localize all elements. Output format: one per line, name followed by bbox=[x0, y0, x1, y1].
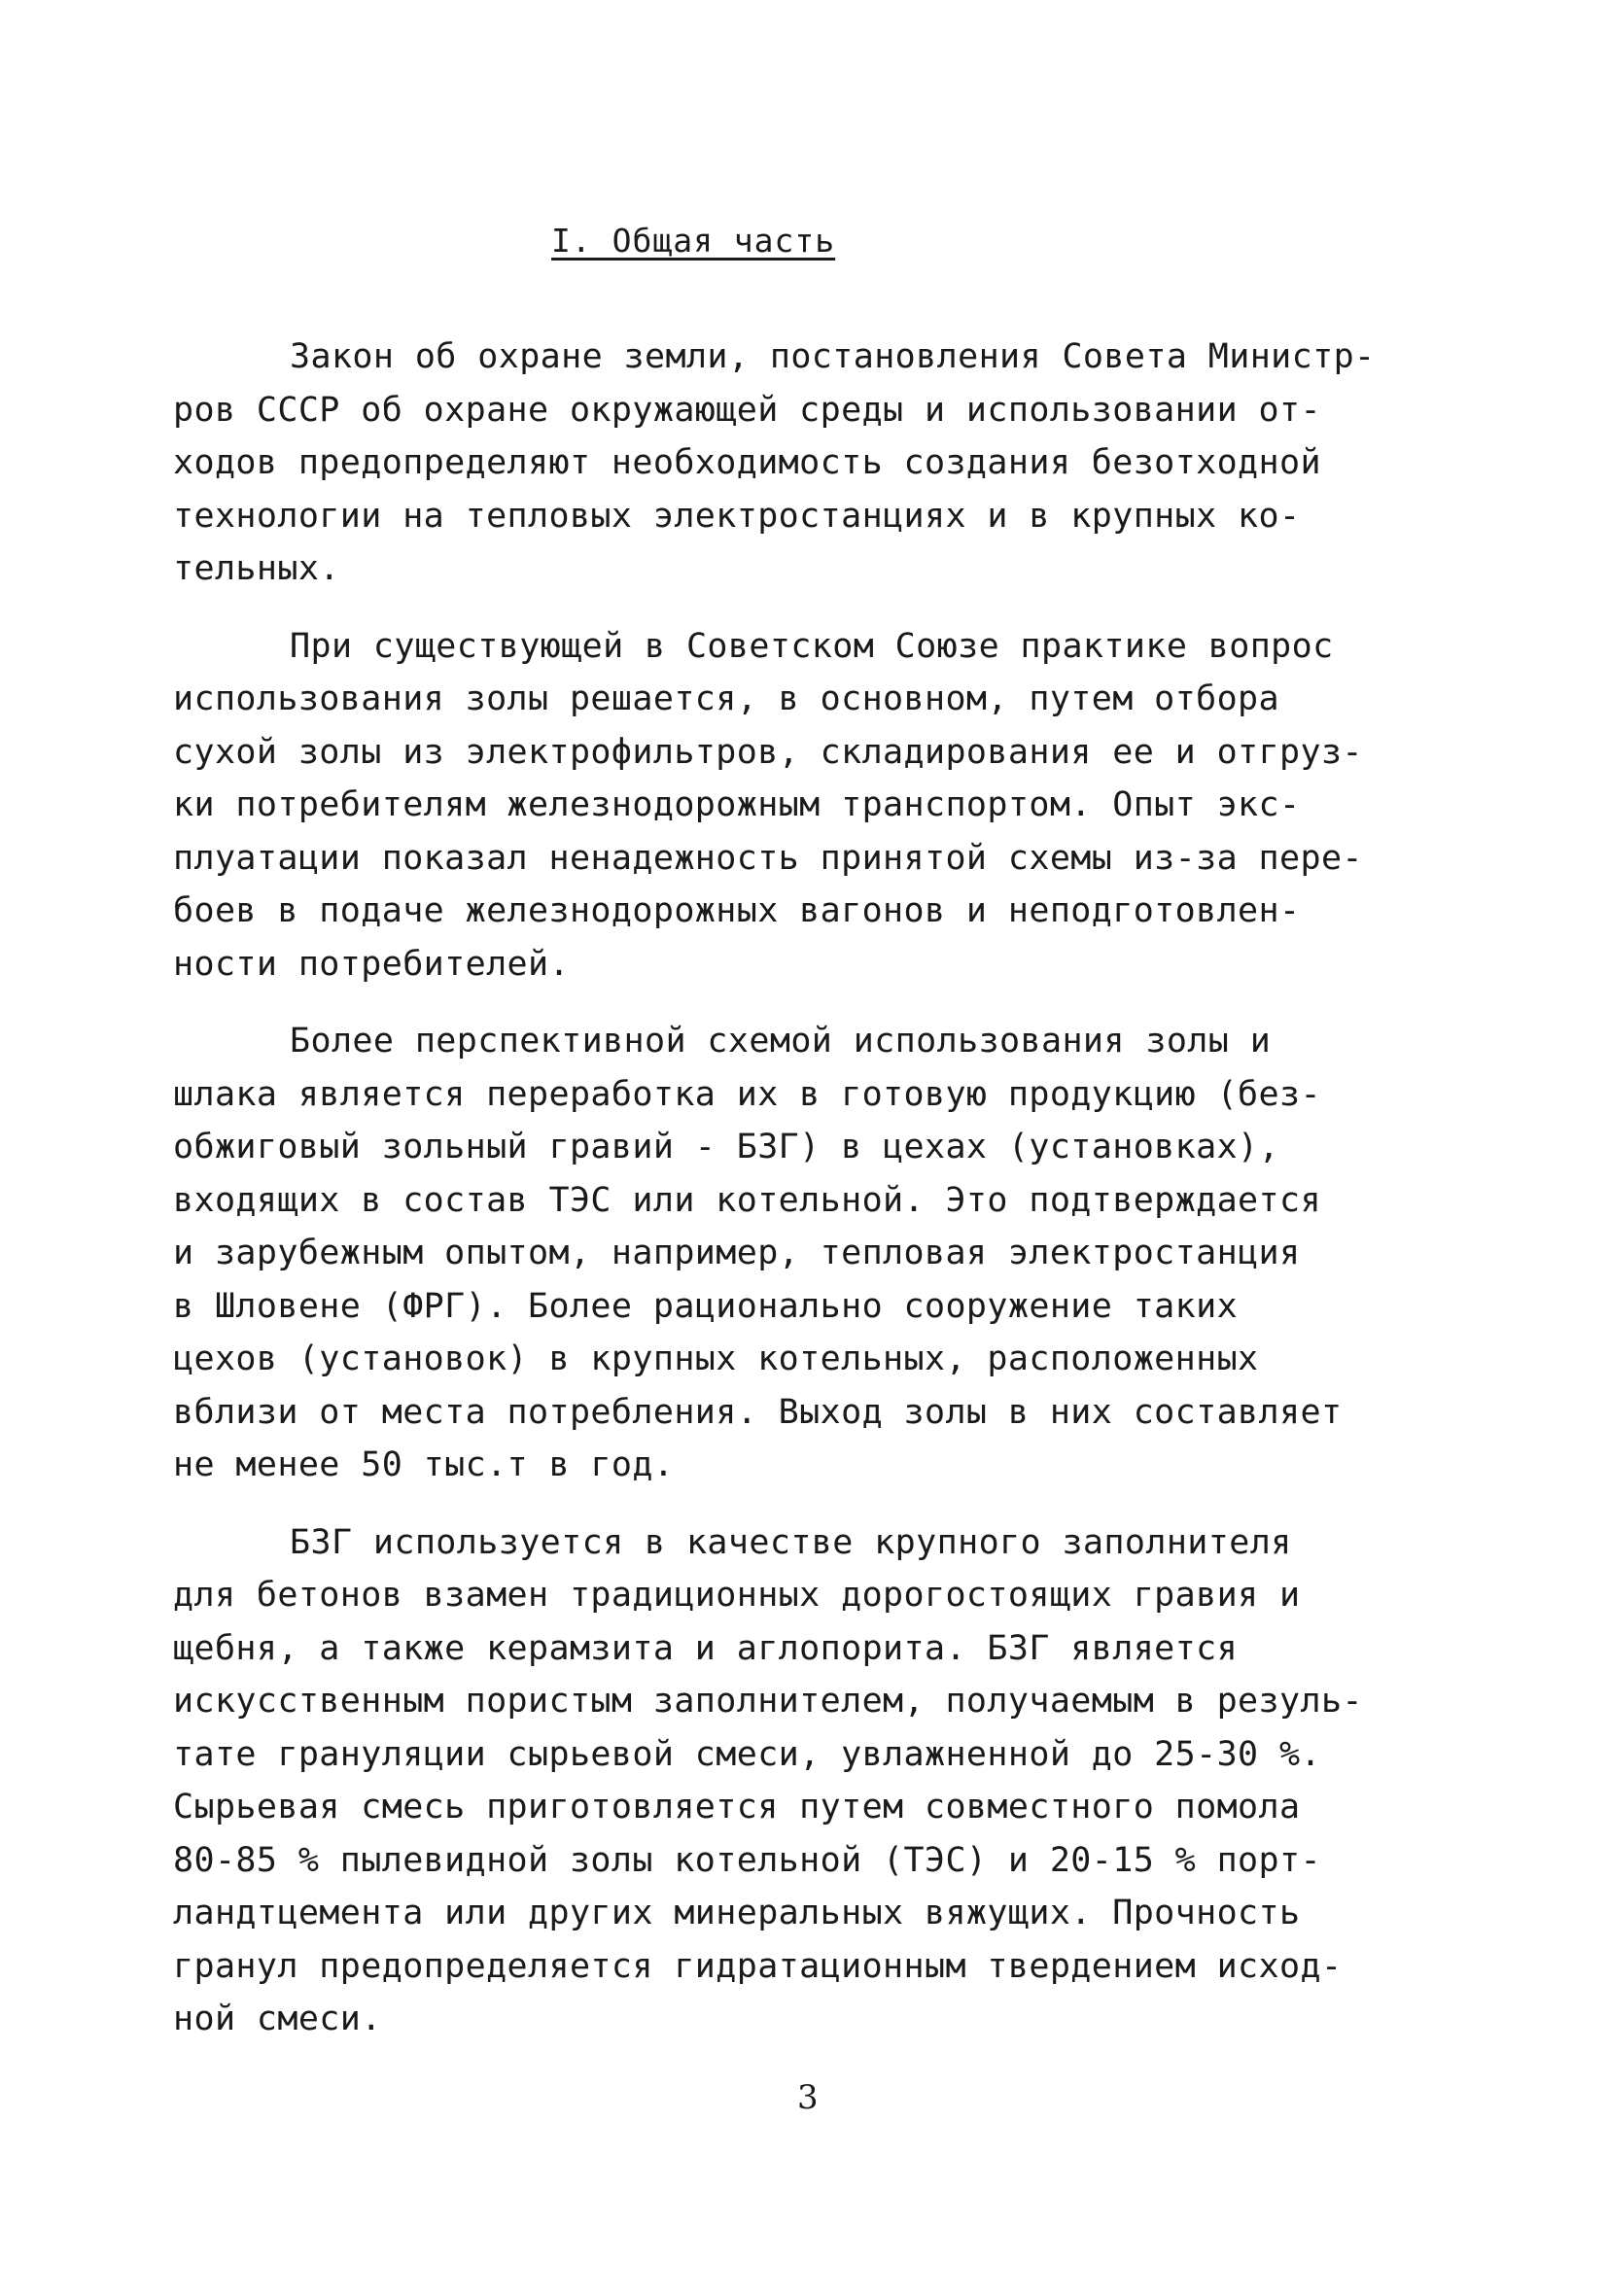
text-line: 80-85 % пылевидной золы котельной (ТЭС) и 20-15 % порт- bbox=[173, 1840, 1321, 1880]
text-line: сухой золы из электрофильтров, складирования ее и отгруз- bbox=[173, 732, 1363, 772]
text-line: ходов предопределяют необходимость создания безотходной bbox=[173, 443, 1321, 482]
text-line: тельных. bbox=[173, 549, 340, 588]
text-line: ки потребителям железнодорожным транспортом. Опыт экс- bbox=[173, 785, 1301, 824]
text-line: технологии на тепловых электростанциях и в крупных ко- bbox=[173, 496, 1301, 536]
paragraph-3 bbox=[173, 1015, 1456, 1492]
text-line: использования золы решается, в основном, путем отбора bbox=[173, 679, 1280, 718]
text-line: БЗГ используется в качестве крупного заполнителя bbox=[290, 1522, 1292, 1562]
section-heading: I. Общая часть bbox=[551, 222, 836, 260]
text-line: тате грануляции сырьевой смеси, увлажненной до 25-30 %. bbox=[173, 1734, 1321, 1774]
paragraph-4 bbox=[173, 1516, 1456, 2046]
paragraph-1 bbox=[173, 330, 1456, 596]
text-line: Сырьевая смесь приготовляется путем совместного помола bbox=[173, 1788, 1301, 1826]
text-line: ландтцемента или других минеральных вяжущих. Прочность bbox=[173, 1894, 1301, 1932]
text-line: обжиговый зольный гравий - БЗГ) в цехах (установках), bbox=[173, 1128, 1280, 1166]
text-line: гранул предопределяется гидратационным твердением исход- bbox=[173, 1946, 1343, 1986]
text-line: для бетонов взамен традиционных дорогостоящих гравия и bbox=[173, 1576, 1301, 1615]
text-line: ной смеси. bbox=[173, 2000, 382, 2038]
text-line: Более перспективной схемой использования золы и bbox=[290, 1022, 1272, 1061]
text-line: и зарубежным опытом, например, тепловая электростанция bbox=[173, 1234, 1301, 1272]
text-line: щебня, а также керамзита и аглопорита. БЗГ является bbox=[173, 1628, 1239, 1668]
text-line: в Шловене (ФРГ). Более рационально сооружение таких bbox=[173, 1286, 1239, 1326]
text-line: плуатации показал ненадежность принятой схемы из-за пере- bbox=[173, 838, 1363, 878]
text-line: не менее 50 тыс.т в год. bbox=[173, 1445, 675, 1484]
text-line: ности потребителей. bbox=[173, 944, 570, 984]
text-line: вблизи от места потребления. Выход золы в них составляет bbox=[173, 1392, 1343, 1432]
text-line: ров СССР об охране окружающей среды и использовании от- bbox=[173, 390, 1321, 430]
body-text bbox=[173, 330, 1456, 2070]
text-line: цехов (установок) в крупных котельных, расположенных bbox=[173, 1339, 1259, 1378]
text-line: шлака является переработка их в готовую продукцию (без- bbox=[173, 1074, 1321, 1114]
page-number: 3 bbox=[797, 2078, 819, 2117]
text-line: искусственным пористым заполнителем, получаемым в резуль- bbox=[173, 1682, 1363, 1721]
text-line: боев в подаче железнодорожных вагонов и неподготовлен- bbox=[173, 891, 1301, 930]
text-line: Закон об охране земли, постановления Совета Министр- bbox=[290, 337, 1376, 376]
paragraph-2 bbox=[173, 620, 1456, 991]
text-line: При существующей в Советском Союзе практике вопрос bbox=[290, 626, 1334, 666]
text-line: входящих в состав ТЭС или котельной. Это подтверждается bbox=[173, 1180, 1321, 1220]
